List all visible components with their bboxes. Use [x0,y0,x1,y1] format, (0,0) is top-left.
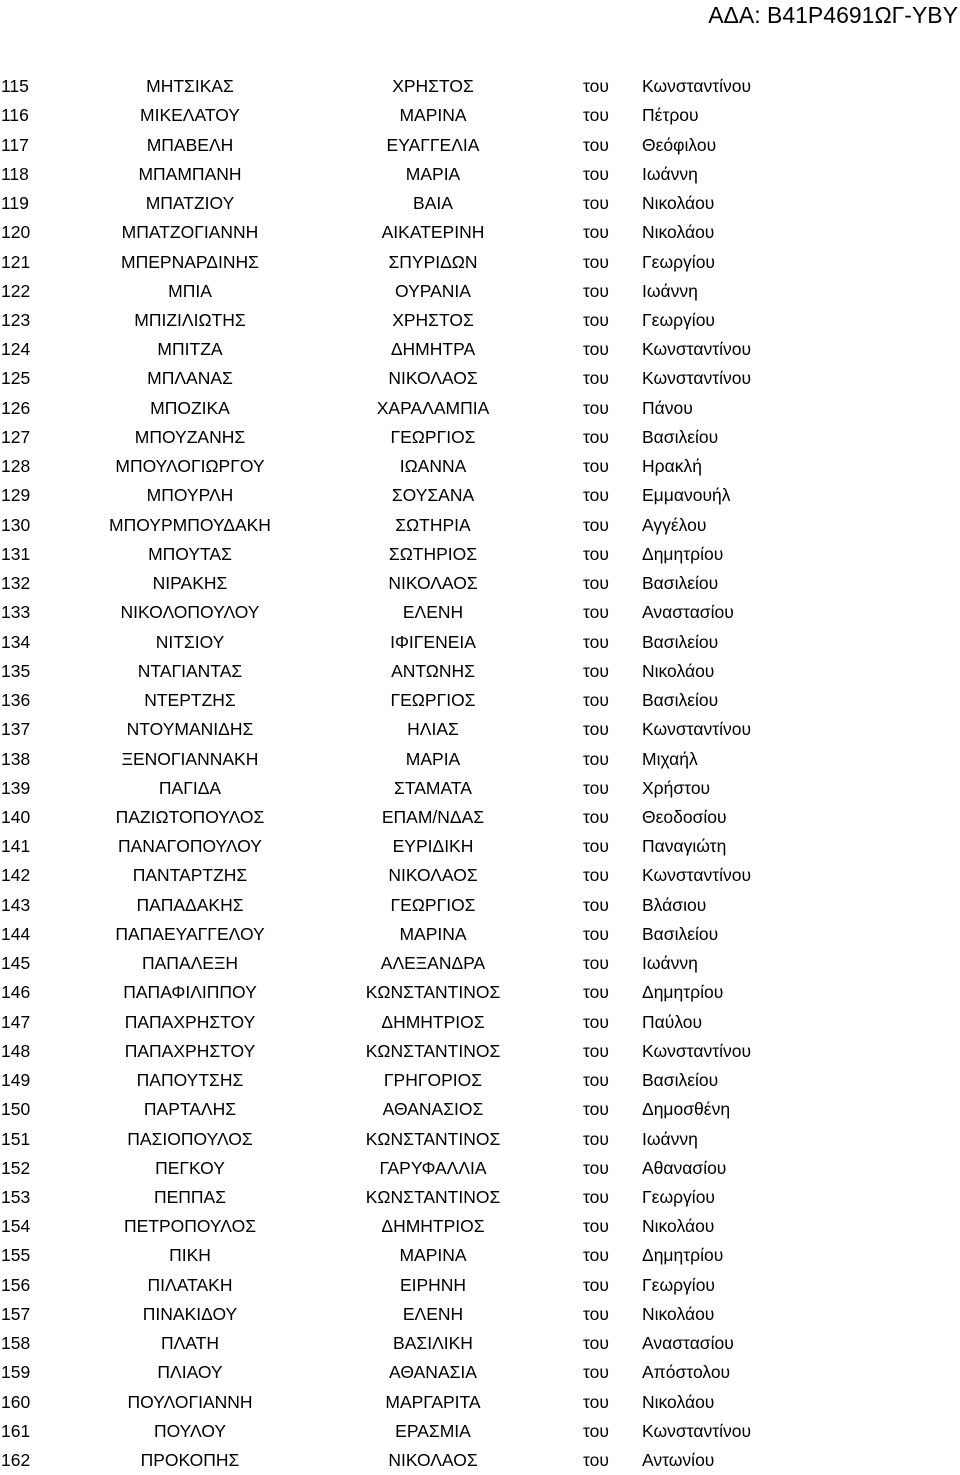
surname-cell: ΜΠΟΥΡΜΠΟΥΔΑΚΗ [109,514,271,535]
father-name-cell: Πάνου [642,397,693,418]
table-row [0,335,960,364]
surname-cell: ΠΑΠΑΔΑΚΗΣ [136,894,244,915]
first-name-cell: ΓΕΩΡΓΙΟΣ [390,690,476,711]
of-cell: του [583,251,609,272]
table-row [0,891,960,920]
table-row [0,101,960,130]
first-name-cell: ΚΩΝΣΤΑΝΤΙΝΟΣ [365,1040,501,1061]
father-name-cell: Νικολάου [642,222,715,243]
table-row [0,1388,960,1417]
of-cell: του [583,543,609,564]
table-row [0,452,960,481]
father-name-cell: Θεοδοσίου [642,806,727,827]
table-row [0,686,960,715]
of-cell: του [583,806,609,827]
of-cell: του [583,1070,609,1091]
first-name-cell: ΕΛΕΝΗ [402,602,464,623]
first-name-cell: ΚΩΝΣΤΑΝΤΙΝΟΣ [365,1128,501,1149]
father-name-cell: Χρήστου [642,777,711,798]
father-name-cell: Νικολάου [642,1391,715,1412]
row-number: 126 [1,397,31,418]
surname-cell: ΜΠΟΥΤΑΣ [148,543,232,564]
surname-cell: ΞΕΝΟΓΙΑΝΝΑΚΗ [121,748,259,769]
row-number: 150 [1,1099,31,1120]
first-name-cell: ΝΙΚΟΛΑΟΣ [388,573,478,594]
table-row [0,1124,960,1153]
table-row [0,627,960,656]
row-number: 117 [1,134,29,155]
row-number: 157 [1,1303,31,1324]
of-cell: του [583,836,609,857]
surname-cell: ΠΑΝΤΑΡΤΖΗΣ [132,865,248,886]
of-cell: του [583,426,609,447]
father-name-cell: Κωνσταντίνου [642,865,752,886]
row-number: 131 [1,543,31,564]
of-cell: του [583,456,609,477]
first-name-cell: ΕΡΑΣΜΙΑ [395,1420,471,1441]
row-number: 155 [1,1245,31,1266]
of-cell: του [583,309,609,330]
father-name-cell: Βασιλείου [642,1070,719,1091]
first-name-cell: ΔΗΜΗΤΡΙΟΣ [381,1216,485,1237]
row-number: 146 [1,982,31,1003]
of-cell: του [583,1303,609,1324]
first-name-cell: ΜΑΡΙΝΑ [399,105,467,126]
first-name-cell: ΓΕΩΡΓΙΟΣ [390,426,476,447]
surname-cell: ΝΤΑΓΙΑΝΤΑΣ [137,660,243,681]
father-name-cell: Απόστολου [642,1362,731,1383]
father-name-cell: Κωνσταντίνου [642,368,752,389]
surname-cell: ΠΙΛΑΤΑΚΗ [147,1274,233,1295]
father-name-cell: Παναγιώτη [642,836,727,857]
father-name-cell: Ιωάννη [642,953,698,974]
father-name-cell: Βασιλείου [642,690,719,711]
surname-cell: ΝΙΤΣΙΟΥ [155,631,225,652]
table-row [0,277,960,306]
surname-cell: ΠΙΝΑΚΙΔΟΥ [142,1303,238,1324]
row-number: 145 [1,953,31,974]
surname-cell: ΝΤΕΡΤΖΗΣ [144,690,236,711]
surname-cell: ΠΑΡΤΑΛΗΣ [143,1099,237,1120]
row-number: 156 [1,1274,31,1295]
surname-cell: ΜΠΟΥΛΟΓΙΩΡΓΟΥ [115,456,265,477]
table-row [0,72,960,101]
surname-cell: ΠΑΠΟΥΤΣΗΣ [136,1070,244,1091]
roster-table [0,72,960,1475]
of-cell: του [583,1011,609,1032]
father-name-cell: Ιωάννη [642,280,698,301]
row-number: 128 [1,456,31,477]
surname-cell: ΜΠΟΖΙΚΑ [150,397,230,418]
first-name-cell: ΒΑΣΙΛΙΚΗ [393,1333,473,1354]
of-cell: του [583,485,609,506]
first-name-cell: ΓΑΡΥΦΑΛΛΙΑ [379,1157,487,1178]
surname-cell: ΠΙΚΗ [169,1245,211,1266]
first-name-cell: ΝΙΚΟΛΑΟΣ [388,1450,478,1471]
table-row [0,247,960,276]
first-name-cell: ΚΩΝΣΤΑΝΤΙΝΟΣ [365,1187,501,1208]
of-cell: του [583,748,609,769]
surname-cell: ΜΠΕΡΝΑΡΔΙΝΗΣ [121,251,259,272]
of-cell: του [583,1274,609,1295]
row-number: 127 [1,426,31,447]
row-number: 147 [1,1011,31,1032]
row-number: 138 [1,748,31,769]
table-row [0,1095,960,1124]
table-row [0,540,960,569]
surname-cell: ΜΠΙΑ [168,280,212,301]
first-name-cell: ΚΩΝΣΤΑΝΤΙΝΟΣ [365,982,501,1003]
row-number: 118 [1,163,29,184]
table-row [0,160,960,189]
father-name-cell: Γεωργίου [642,1274,715,1295]
row-number: 162 [1,1450,31,1471]
row-number: 132 [1,573,31,594]
table-row [0,306,960,335]
row-number: 116 [1,105,29,126]
of-cell: του [583,76,609,97]
surname-cell: ΜΠΙΖΙΛΙΩΤΗΣ [134,309,246,330]
father-name-cell: Θεόφιλου [642,134,717,155]
surname-cell: ΠΑΓΙΔΑ [158,777,222,798]
table-row [0,832,960,861]
father-name-cell: Κωνσταντίνου [642,76,752,97]
first-name-cell: ΑΛΕΞΑΝΔΡΑ [380,953,486,974]
row-number: 158 [1,1333,31,1354]
row-number: 121 [1,251,31,272]
of-cell: του [583,573,609,594]
table-row [0,218,960,247]
of-cell: του [583,163,609,184]
of-cell: του [583,982,609,1003]
of-cell: του [583,134,609,155]
row-number: 140 [1,806,31,827]
surname-cell: ΝΤΟΥΜΑΝΙΔΗΣ [126,719,254,740]
row-number: 143 [1,894,31,915]
surname-cell: ΠΟΥΛΟΥ [153,1420,227,1441]
of-cell: του [583,1216,609,1237]
row-number: 160 [1,1391,31,1412]
of-cell: του [583,602,609,623]
of-cell: του [583,894,609,915]
row-number: 136 [1,690,31,711]
father-name-cell: Κωνσταντίνου [642,1420,752,1441]
table-row [0,920,960,949]
first-name-cell: ΣΠΥΡΙΔΩΝ [388,251,478,272]
father-name-cell: Μιχαήλ [642,748,698,769]
surname-cell: ΠΛΑΤΗ [160,1333,220,1354]
first-name-cell: ΕΙΡΗΝΗ [399,1274,467,1295]
father-name-cell: Ιωάννη [642,163,698,184]
surname-cell: ΠΕΓΚΟΥ [155,1157,225,1178]
father-name-cell: Βασιλείου [642,573,719,594]
row-number: 161 [1,1420,31,1441]
of-cell: του [583,1157,609,1178]
first-name-cell: ΒΑΙΑ [413,193,453,214]
table-row [0,511,960,540]
father-name-cell: Αναστασίου [642,1333,734,1354]
father-name-cell: Νικολάου [642,660,715,681]
table-row [0,1300,960,1329]
father-name-cell: Δημητρίου [642,543,724,564]
table-row [0,1417,960,1446]
surname-cell: ΜΠΑΤΖΙΟΥ [145,193,235,214]
roster-body [0,72,960,1475]
father-name-cell: Δημητρίου [642,982,724,1003]
father-name-cell: Κωνσταντίνου [642,339,752,360]
of-cell: του [583,777,609,798]
first-name-cell: ΙΦΙΓΕΝΕΙΑ [390,631,476,652]
father-name-cell: Δημοσθένη [642,1099,731,1120]
table-row [0,1212,960,1241]
first-name-cell: ΓΕΩΡΓΙΟΣ [390,894,476,915]
father-name-cell: Αναστασίου [642,602,734,623]
surname-cell: ΜΠΙΤΖΑ [157,339,223,360]
table-row [0,978,960,1007]
table-row [0,1329,960,1358]
row-number: 115 [1,76,29,97]
father-name-cell: Ηρακλή [642,456,702,477]
first-name-cell: ΣΤΑΜΑΤΑ [394,777,472,798]
father-name-cell: Γεωργίου [642,1187,715,1208]
first-name-cell: ΑΘΑΝΑΣΙΑ [389,1362,477,1383]
table-row [0,1241,960,1270]
of-cell: του [583,1040,609,1061]
first-name-cell: ΓΡΗΓΟΡΙΟΣ [383,1070,483,1091]
of-cell: του [583,690,609,711]
table-row [0,949,960,978]
row-number: 119 [1,193,29,214]
surname-cell: ΠΑΠΑΧΡΗΣΤΟΥ [124,1040,256,1061]
surname-cell: ΠΕΠΠΑΣ [153,1187,227,1208]
surname-cell: ΠΟΥΛΟΓΙΑΝΝΗ [127,1391,253,1412]
table-row [0,1446,960,1475]
father-name-cell: Νικολάου [642,1303,715,1324]
table-row [0,1008,960,1037]
of-cell: του [583,1362,609,1383]
table-row [0,1358,960,1387]
of-cell: του [583,514,609,535]
father-name-cell: Κωνσταντίνου [642,1040,752,1061]
surname-cell: ΠΑΝΑΓΟΠΟΥΛΟΥ [118,836,262,857]
surname-cell: ΜΗΤΣΙΚΑΣ [146,76,234,97]
surname-cell: ΜΠΑΤΖΟΓΙΑΝΝΗ [121,222,259,243]
of-cell: του [583,339,609,360]
first-name-cell: ΧΡΗΣΤΟΣ [392,309,474,330]
of-cell: του [583,719,609,740]
of-cell: του [583,368,609,389]
row-number: 123 [1,309,31,330]
of-cell: του [583,1245,609,1266]
father-name-cell: Νικολάου [642,1216,715,1237]
first-name-cell: ΕΥΡΙΔΙΚΗ [392,836,474,857]
row-number: 134 [1,631,31,652]
father-name-cell: Δημητρίου [642,1245,724,1266]
row-number: 153 [1,1187,31,1208]
of-cell: του [583,1128,609,1149]
father-name-cell: Πέτρου [642,105,699,126]
row-number: 130 [1,514,31,535]
first-name-cell: ΝΙΚΟΛΑΟΣ [388,368,478,389]
first-name-cell: ΜΑΡΙΝΑ [399,923,467,944]
surname-cell: ΝΙΚΟΛΟΠΟΥΛΟΥ [120,602,260,623]
row-number: 137 [1,719,31,740]
row-number: 144 [1,923,31,944]
first-name-cell: ΗΛΙΑΣ [407,719,459,740]
surname-cell: ΠΑΖΙΩΤΟΠΟΥΛΟΣ [115,806,265,827]
surname-cell: ΝΙΡΑΚΗΣ [152,573,228,594]
of-cell: του [583,222,609,243]
surname-cell: ΜΙΚΕΛΑΤΟΥ [140,105,240,126]
father-name-cell: Βασιλείου [642,923,719,944]
table-row [0,1066,960,1095]
ada-header: ΑΔΑ: Β41Ρ4691ΩΓ-ΥΒΥ [708,2,958,28]
row-number: 152 [1,1157,31,1178]
table-row [0,423,960,452]
surname-cell: ΠΑΠΑΦΙΛΙΠΠΟΥ [123,982,257,1003]
first-name-cell: ΕΛΕΝΗ [402,1303,464,1324]
first-name-cell: ΙΩΑΝΝΑ [399,456,467,477]
table-row [0,364,960,393]
of-cell: του [583,631,609,652]
father-name-cell: Κωνσταντίνου [642,719,752,740]
father-name-cell: Αντωνίου [642,1450,715,1471]
surname-cell: ΠΡΟΚΟΠΗΣ [140,1450,240,1471]
surname-cell: ΠΑΠΑΕΥΑΓΓΕΛΟΥ [115,923,265,944]
first-name-cell: ΜΑΡΓΑΡΙΤΑ [385,1391,481,1412]
table-row [0,394,960,423]
of-cell: του [583,1420,609,1441]
first-name-cell: ΑΝΤΩΝΗΣ [391,660,475,681]
surname-cell: ΜΠΟΥΖΑΝΗΣ [134,426,246,447]
father-name-cell: Βασιλείου [642,426,719,447]
first-name-cell: ΔΗΜΗΤΡΙΟΣ [381,1011,485,1032]
father-name-cell: Ιωάννη [642,1128,698,1149]
table-row [0,657,960,686]
row-number: 129 [1,485,31,506]
of-cell: του [583,1391,609,1412]
row-number: 141 [1,836,31,857]
first-name-cell: ΧΡΗΣΤΟΣ [392,76,474,97]
of-cell: του [583,280,609,301]
row-number: 151 [1,1128,31,1149]
of-cell: του [583,953,609,974]
surname-cell: ΜΠΑΒΕΛΗ [146,134,234,155]
row-number: 149 [1,1070,31,1091]
table-row [0,861,960,890]
row-number: 133 [1,602,31,623]
surname-cell: ΠΛΙΑΟΥ [157,1362,223,1383]
row-number: 148 [1,1040,31,1061]
first-name-cell: ΝΙΚΟΛΑΟΣ [388,865,478,886]
table-row [0,1183,960,1212]
row-number: 124 [1,339,31,360]
row-number: 139 [1,777,31,798]
father-name-cell: Εμμανουήλ [642,485,731,506]
surname-cell: ΜΠΛΑΝΑΣ [147,368,233,389]
of-cell: του [583,397,609,418]
of-cell: του [583,1099,609,1120]
table-row [0,774,960,803]
table-row [0,481,960,510]
father-name-cell: Αγγέλου [642,514,707,535]
first-name-cell: ΔΗΜΗΤΡΑ [390,339,476,360]
row-number: 122 [1,280,31,301]
table-row [0,1271,960,1300]
first-name-cell: ΜΑΡΙΑ [405,163,461,184]
table-row [0,803,960,832]
first-name-cell: ΟΥΡΑΝΙΑ [395,280,471,301]
first-name-cell: ΕΥΑΓΓΕΛΙΑ [386,134,480,155]
first-name-cell: ΑΘΑΝΑΣΙΟΣ [382,1099,484,1120]
table-row [0,569,960,598]
first-name-cell: ΣΟΥΣΑΝΑ [391,485,475,506]
table-row [0,715,960,744]
surname-cell: ΠΑΠΑΛΕΞΗ [142,953,238,974]
first-name-cell: ΜΑΡΙΝΑ [399,1245,467,1266]
of-cell: του [583,1187,609,1208]
father-name-cell: Αθανασίου [642,1157,727,1178]
father-name-cell: Βλάσιου [642,894,707,915]
row-number: 135 [1,660,31,681]
row-number: 125 [1,368,31,389]
row-number: 159 [1,1362,31,1383]
table-row [0,598,960,627]
of-cell: του [583,1450,609,1471]
father-name-cell: Γεωργίου [642,309,715,330]
row-number: 154 [1,1216,31,1237]
table-row [0,1154,960,1183]
first-name-cell: ΑΙΚΑΤΕΡΙΝΗ [381,222,485,243]
first-name-cell: ΕΠΑΜ/ΝΔΑΣ [381,806,485,827]
row-number: 120 [1,222,31,243]
father-name-cell: Γεωργίου [642,251,715,272]
of-cell: του [583,923,609,944]
surname-cell: ΠΕΤΡΟΠΟΥΛΟΣ [123,1216,257,1237]
table-row [0,130,960,159]
table-row [0,1037,960,1066]
first-name-cell: ΜΑΡΙΑ [405,748,461,769]
surname-cell: ΠΑΣΙΟΠΟΥΛΟΣ [127,1128,253,1149]
surname-cell: ΜΠΟΥΡΛΗ [146,485,234,506]
of-cell: του [583,193,609,214]
first-name-cell: ΣΩΤΗΡΙΟΣ [388,543,478,564]
row-number: 142 [1,865,31,886]
table-row [0,189,960,218]
of-cell: του [583,105,609,126]
table-row [0,744,960,773]
surname-cell: ΠΑΠΑΧΡΗΣΤΟΥ [124,1011,256,1032]
father-name-cell: Βασιλείου [642,631,719,652]
of-cell: του [583,660,609,681]
of-cell: του [583,1333,609,1354]
father-name-cell: Νικολάου [642,193,715,214]
first-name-cell: ΣΩΤΗΡΙΑ [395,514,471,535]
first-name-cell: ΧΑΡΑΛΑΜΠΙΑ [376,397,490,418]
of-cell: του [583,865,609,886]
father-name-cell: Παύλου [642,1011,703,1032]
surname-cell: ΜΠΑΜΠΑΝΗ [138,163,242,184]
